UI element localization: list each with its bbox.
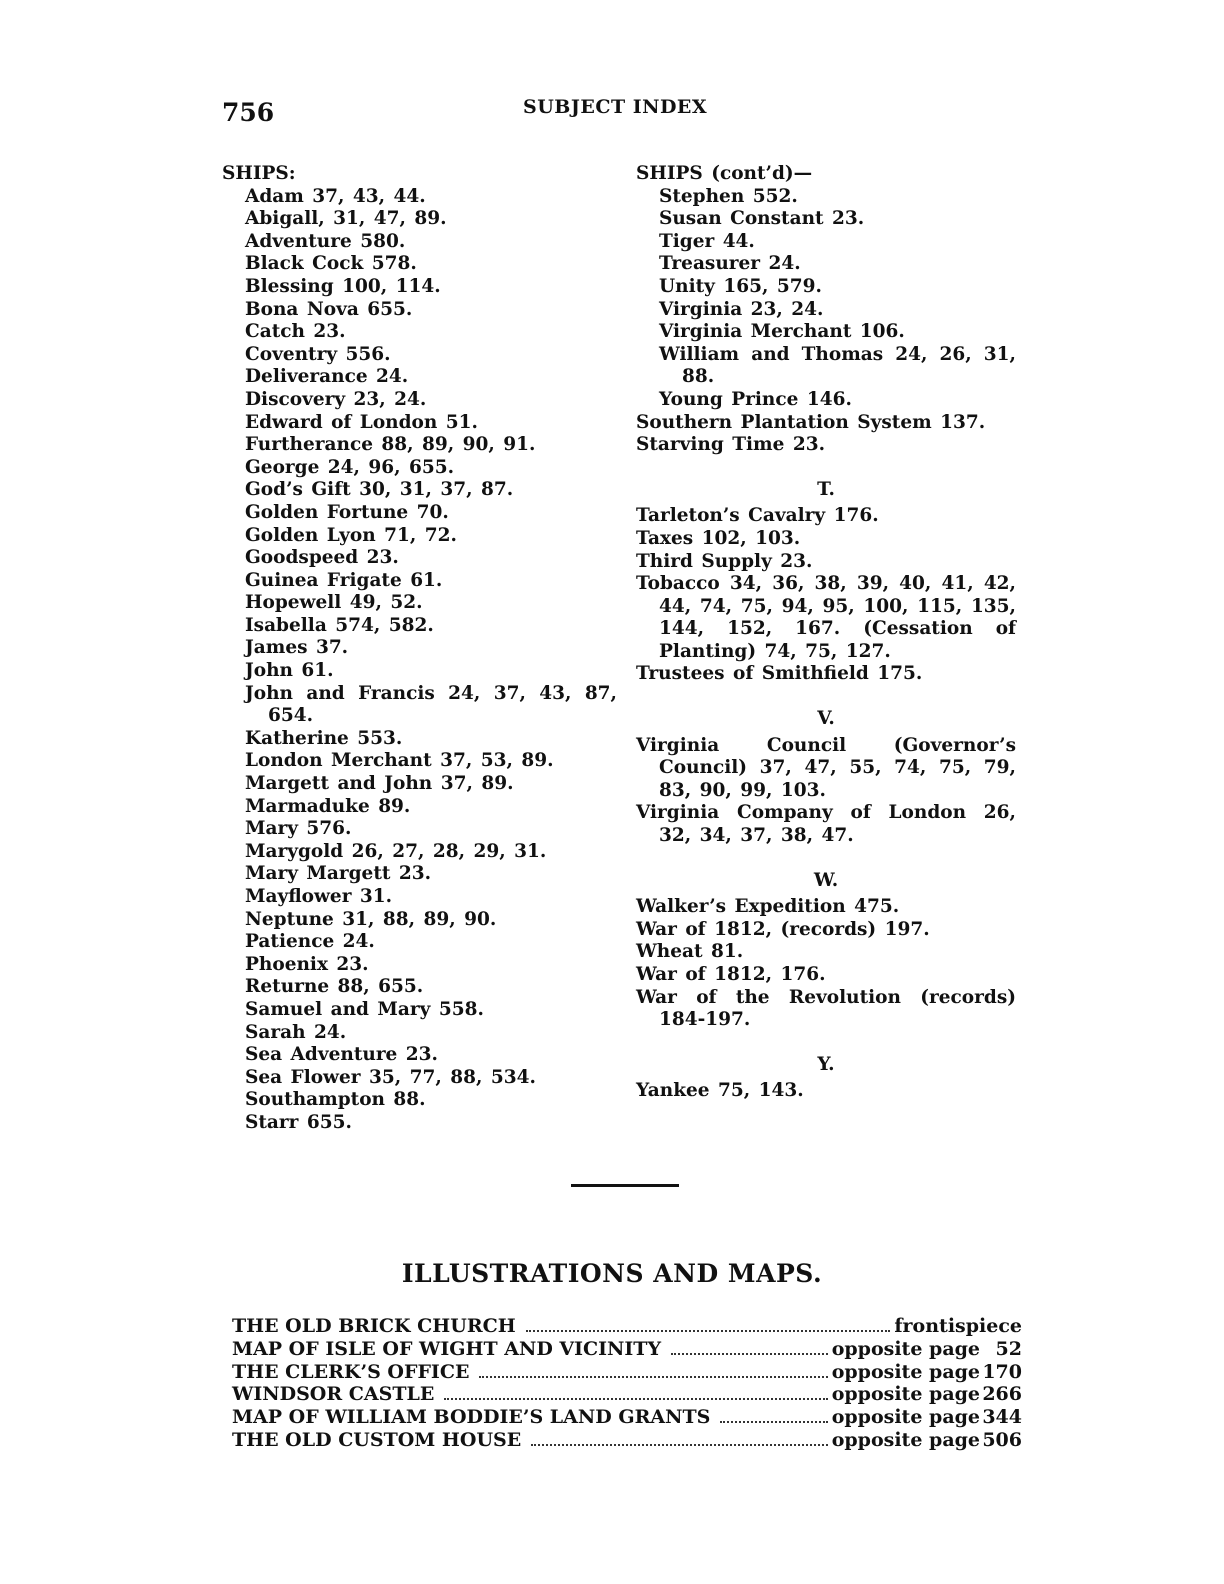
illustration-location — [832, 1383, 1022, 1406]
index-entry: Mary Margett 23. — [245, 863, 432, 885]
section-letter: Y. — [817, 1053, 835, 1075]
illustration-row — [232, 1315, 1022, 1338]
index-entry: Marygold 26, 27, 28, 29, 31. — [245, 840, 547, 862]
index-entry: Margett and John 37, 89. — [245, 773, 514, 795]
index-entry: Furtherance 88, 89, 90, 91. — [245, 434, 536, 456]
location-label: opposite page — [831, 1360, 980, 1383]
illustration-location — [832, 1429, 1022, 1452]
index-entry: Edward of London 51. — [245, 411, 478, 433]
index-entry: War of the Revolution (records) 184-197. — [636, 986, 1016, 1031]
dot-leader — [444, 1397, 827, 1400]
dot-leader — [526, 1329, 891, 1332]
index-entry: Returne 88, 655. — [245, 976, 424, 998]
index-entry: Third Supply 23. — [636, 550, 813, 572]
letter-sections — [636, 479, 1016, 1103]
running-title: SUBJECT INDEX — [523, 96, 708, 118]
page-reference: 506 — [982, 1428, 1022, 1451]
illustration-name: MAP OF WILLIAM BODDIE’S LAND GRANTS — [232, 1406, 711, 1429]
location-label: opposite page — [831, 1337, 980, 1360]
index-entry: Black Cock 578. — [245, 253, 417, 275]
index-entry: Virginia Company of London 26, 32, 34, 37, 38, 47. — [636, 802, 1016, 847]
page-reference: 52 — [995, 1337, 1022, 1360]
index-entry: Sea Adventure 23. — [245, 1044, 438, 1066]
index-heading-ships-continued: SHIPS (cont’d)— — [636, 163, 813, 184]
index-entry: Trustees of Smithfield 175. — [636, 663, 923, 685]
index-entry: Mary 576. — [245, 818, 352, 840]
index-entry: Marmaduke 89. — [245, 795, 411, 817]
index-entry: Unity 165, 579. — [659, 275, 822, 297]
index-entry: Stephen 552. — [659, 185, 798, 207]
illustrations-title: ILLUSTRATIONS AND MAPS. — [401, 1259, 823, 1288]
dot-leader — [671, 1352, 828, 1355]
index-entry: Adam 37, 43, 44. — [245, 185, 426, 207]
illustration-row — [232, 1383, 1022, 1406]
index-entry: London Merchant 37, 53, 89. — [245, 750, 554, 772]
section-divider — [571, 1184, 679, 1187]
index-entry: Adventure 580. — [245, 230, 406, 252]
page-reference: 170 — [982, 1360, 1022, 1383]
illustration-location — [832, 1338, 1022, 1361]
index-column-right — [636, 163, 1016, 1103]
letter-section — [636, 479, 1016, 686]
section-letter: W. — [813, 869, 839, 891]
index-entry: Sea Flower 35, 77, 88, 534. — [245, 1066, 536, 1088]
illustration-row — [232, 1361, 1022, 1384]
dot-leader — [531, 1443, 828, 1446]
index-entry: Taxes 102, 103. — [636, 527, 801, 549]
index-entry: War of 1812, (records) 197. — [636, 918, 930, 940]
index-entry: Bona Nova 655. — [245, 298, 413, 320]
index-entry: William and Thomas 24, 26, 31, 88. — [659, 343, 1016, 388]
illustration-name: MAP OF ISLE OF WIGHT AND VICINITY — [232, 1337, 662, 1360]
index-entry: Yankee 75, 143. — [636, 1080, 804, 1102]
location-label: opposite page — [831, 1383, 980, 1406]
illustrations-list — [232, 1315, 1022, 1452]
index-entry: Isabella 574, 582. — [245, 614, 434, 636]
location-label: opposite page — [831, 1428, 980, 1451]
index-entry: John and Francis 24, 37, 43, 87, 654. — [245, 682, 617, 727]
index-entry: Discovery 23, 24. — [245, 388, 427, 410]
section-letter: T. — [817, 478, 835, 500]
dot-leader — [479, 1375, 827, 1378]
index-entry: Wheat 81. — [636, 941, 744, 963]
index-entry: Tarleton’s Cavalry 176. — [636, 505, 879, 527]
index-entry: Samuel and Mary 558. — [245, 998, 484, 1020]
letter-section — [636, 708, 1016, 848]
letter-section — [636, 1054, 1016, 1103]
section-letter: V. — [817, 708, 835, 730]
index-entry: Virginia Merchant 106. — [659, 321, 905, 343]
index-entry: Tiger 44. — [659, 230, 755, 252]
index-entry: Goodspeed 23. — [245, 547, 399, 569]
location-label: opposite page — [831, 1406, 980, 1429]
illustration-row — [232, 1406, 1022, 1429]
index-entry: Southampton 88. — [245, 1089, 426, 1111]
index-entry: Virginia Council (Governor’s Council) 37, 47, 55, 74, 75, 79, 83, 90, 99, 103. — [636, 734, 1016, 801]
illustration-name: WINDSOR CASTLE — [232, 1383, 435, 1406]
index-entry: Guinea Frigate 61. — [245, 569, 443, 591]
index-entry: Catch 23. — [245, 321, 346, 343]
index-entry: Abigall, 31, 47, 89. — [245, 208, 447, 230]
index-entry: James 37. — [245, 637, 349, 659]
page-reference: 344 — [982, 1406, 1022, 1429]
page-number: 756 — [222, 98, 275, 127]
index-entry: Treasurer 24. — [659, 253, 801, 275]
index-entry: Golden Fortune 70. — [245, 501, 449, 523]
ships-list-continued — [636, 186, 1016, 412]
letter-section — [636, 870, 1016, 1032]
index-entry: Patience 24. — [245, 931, 375, 953]
index-entry: Deliverance 24. — [245, 366, 409, 388]
index-entry: Katherine 553. — [245, 727, 403, 749]
illustration-location — [832, 1361, 1022, 1384]
index-entry: Neptune 31, 88, 89, 90. — [245, 908, 497, 930]
ships-list — [222, 186, 617, 1135]
illustration-name: THE CLERK’S OFFICE — [232, 1360, 470, 1383]
index-entry: Sarah 24. — [245, 1021, 347, 1043]
illustration-name: THE OLD BRICK CHURCH — [232, 1315, 516, 1337]
index-entry: God’s Gift 30, 31, 37, 87. — [245, 479, 514, 501]
index-heading-ships: SHIPS: — [222, 163, 296, 184]
index-entry: Golden Lyon 71, 72. — [245, 524, 457, 546]
illustration-location — [894, 1315, 1022, 1338]
illustration-row — [232, 1429, 1022, 1452]
illustration-location — [832, 1406, 1022, 1429]
index-entry: Tobacco 34, 36, 38, 39, 40, 41, 42, 44, 74, 75, 94, 95, 100, 115, 135, 144, 152, 167. (Cessation of Planting) 74, 75, 127. — [636, 573, 1016, 662]
index-entry: Southern Plantation System 137. — [636, 411, 986, 433]
index-entry: John 61. — [245, 660, 334, 682]
index-entry: Mayflower 31. — [245, 886, 393, 907]
index-entry: Walker’s Expedition 475. — [636, 896, 900, 918]
index-column-left — [222, 163, 617, 1135]
index-entry: Starving Time 23. — [636, 434, 826, 456]
index-entry: George 24, 96, 655. — [245, 456, 455, 478]
index-entry: Young Prince 146. — [659, 388, 852, 410]
dot-leader — [720, 1420, 827, 1423]
index-entry: Coventry 556. — [245, 343, 391, 365]
index-entry: Phoenix 23. — [245, 953, 369, 975]
index-entry: Blessing 100, 114. — [245, 275, 441, 297]
page-reference: 266 — [982, 1383, 1022, 1406]
illustration-name: THE OLD CUSTOM HOUSE — [232, 1428, 522, 1451]
location-label: frontispiece — [894, 1315, 1022, 1337]
index-entry: Susan Constant 23. — [659, 208, 865, 230]
index-entry: Hopewell 49, 52. — [245, 592, 423, 614]
index-entry: Virginia 23, 24. — [659, 298, 824, 320]
illustration-row — [232, 1338, 1022, 1361]
s-entries-list — [636, 412, 1016, 457]
index-entry: War of 1812, 176. — [636, 964, 826, 985]
index-entry: Starr 655. — [245, 1111, 352, 1133]
